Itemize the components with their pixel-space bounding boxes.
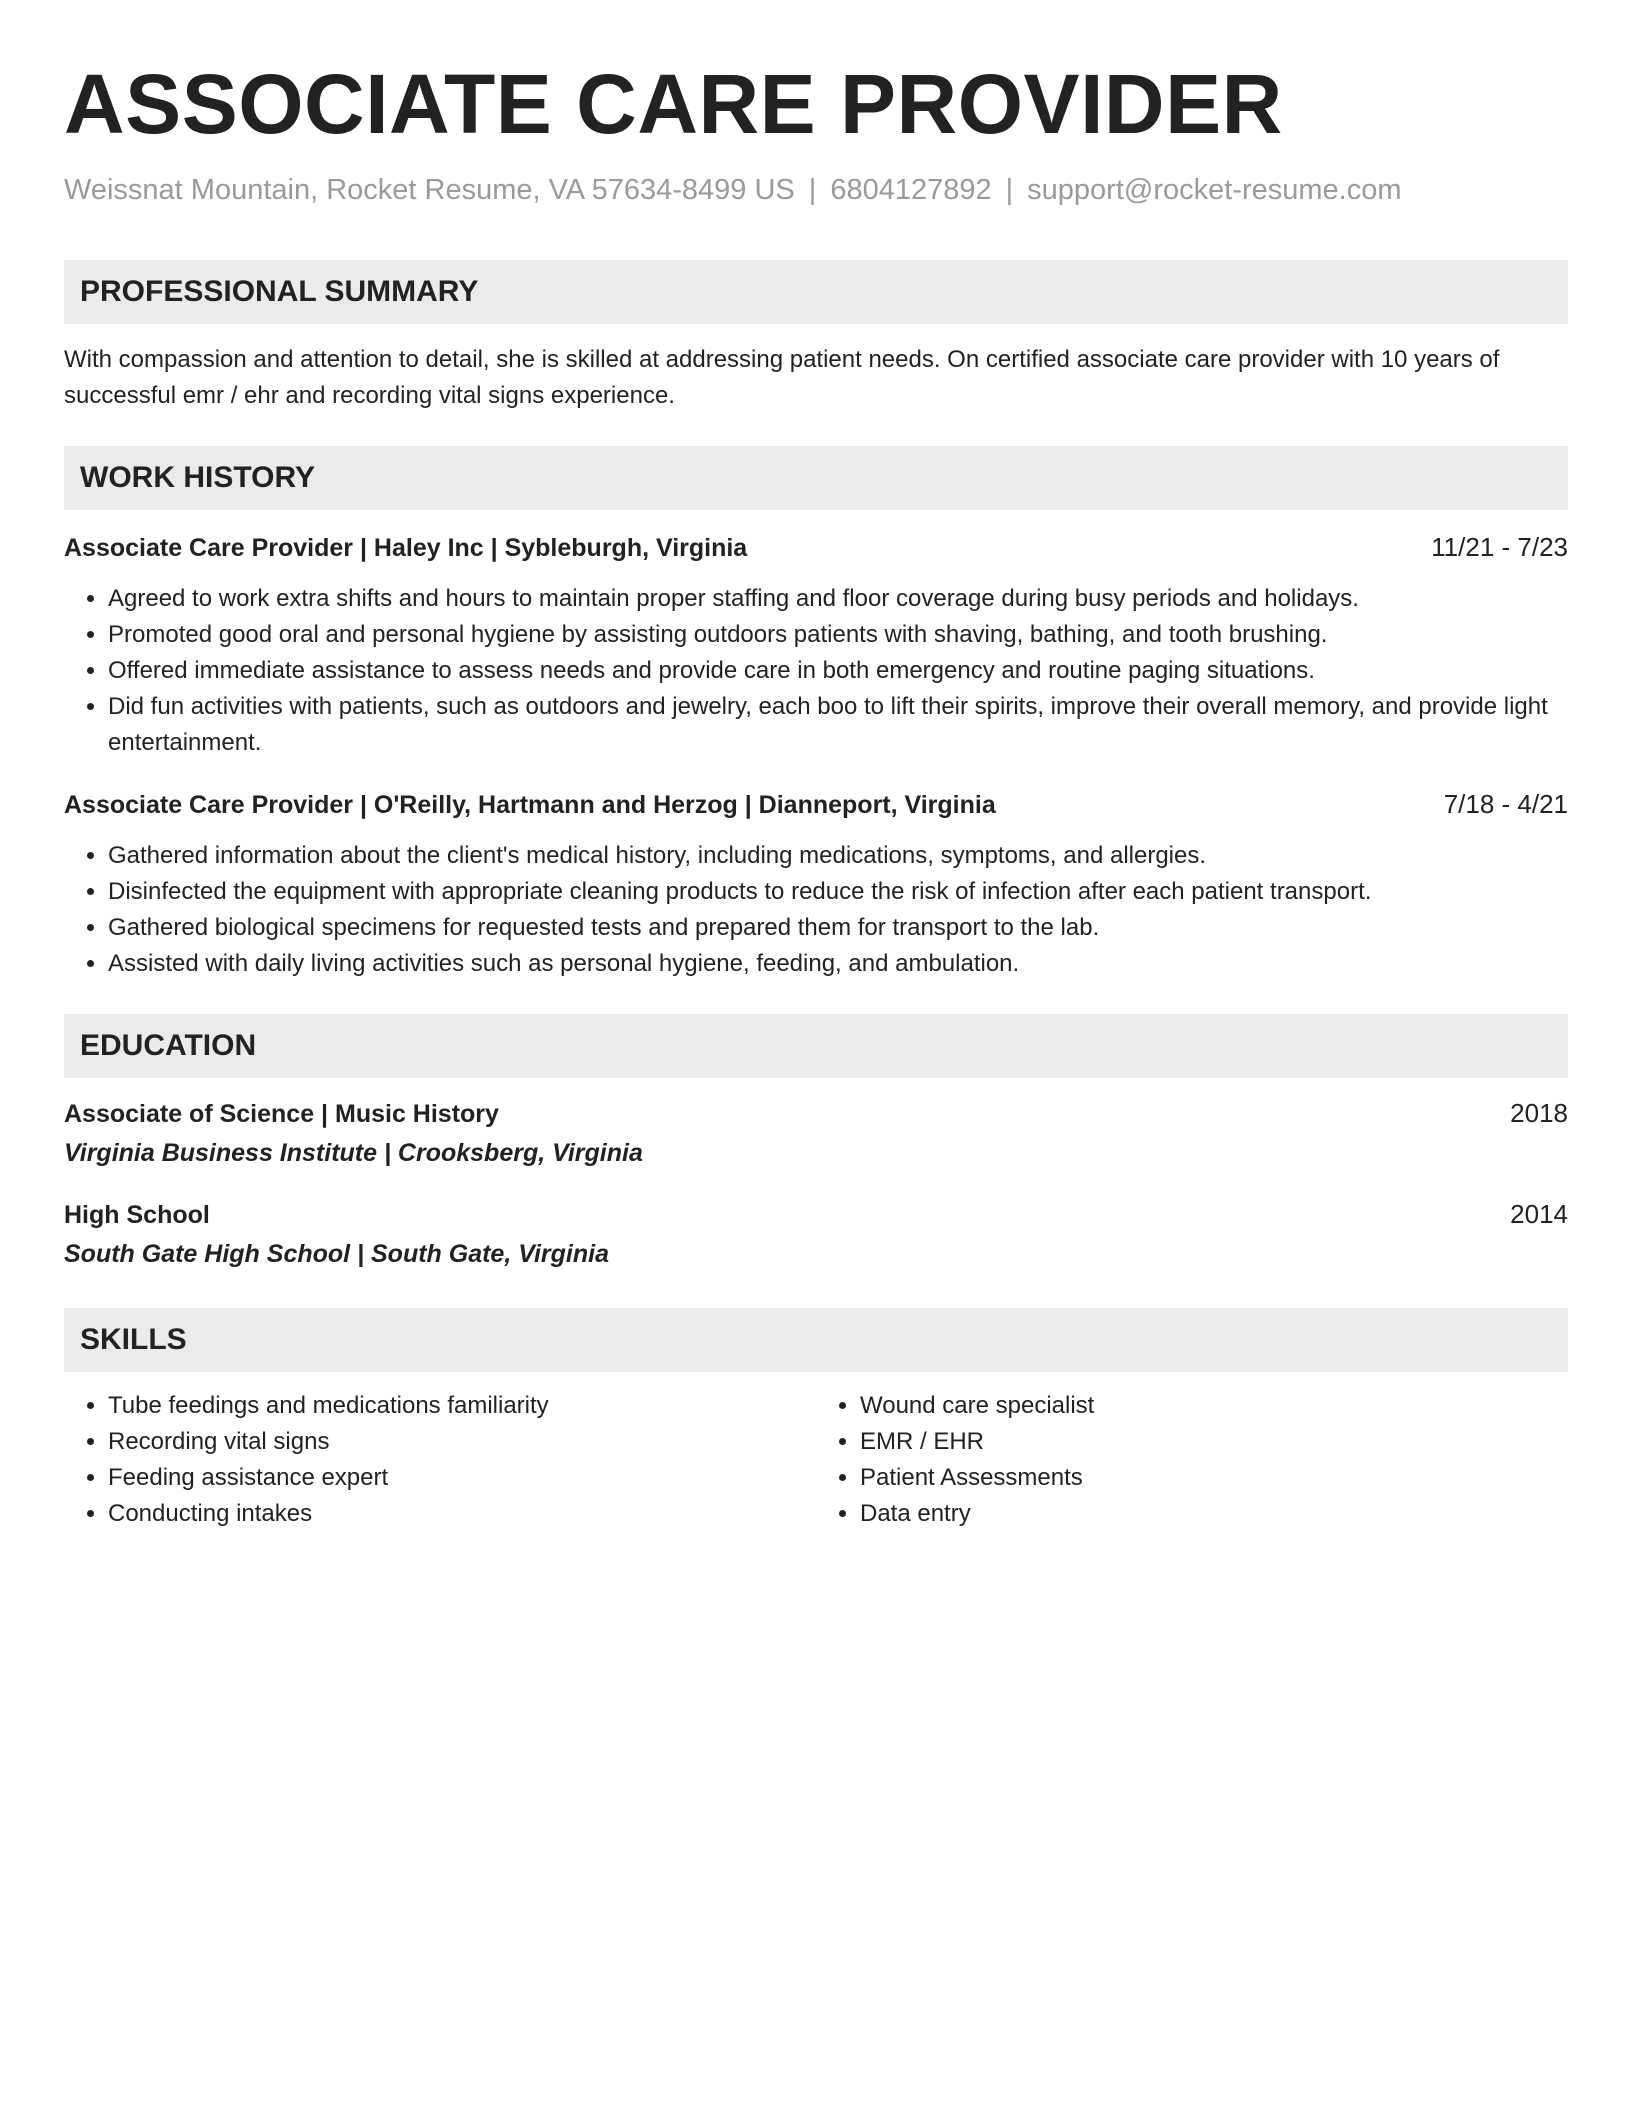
contact-address: Weissnat Mountain, Rocket Resume, VA 57634-8499 US [64, 174, 795, 206]
section-header-skills: SKILLS [64, 1308, 1568, 1372]
job-bullet: • Offered immediate assistance to assess needs and provide care in both emergency and routine paging situations. [108, 653, 1568, 689]
skill-item: • Data entry [860, 1496, 1568, 1532]
section-header-education: EDUCATION [64, 1014, 1568, 1078]
contact-email[interactable]: support@rocket-resume.com [1027, 174, 1402, 206]
job-bullet: • Disinfected the equipment with appropriate cleaning products to reduce the risk of infection after each patient transport. [108, 874, 1568, 910]
skill-item: • Wound care specialist [860, 1388, 1568, 1424]
skill-item: • Tube feedings and medications familiarity [108, 1388, 816, 1424]
skill-item: • Conducting intakes [108, 1496, 816, 1532]
education-entry [64, 1096, 1568, 1171]
education-header [64, 1197, 1568, 1232]
section-header-summary: PROFESSIONAL SUMMARY [64, 260, 1568, 324]
skills-column-right [816, 1388, 1568, 1532]
education-institution: Virginia Business Institute | Crooksberg, Virginia [64, 1139, 643, 1167]
skill-item: • EMR / EHR [860, 1424, 1568, 1460]
skill-item: • Patient Assessments [860, 1460, 1568, 1496]
education-institution: South Gate High School | South Gate, Virginia [64, 1240, 609, 1268]
skills-list [64, 1388, 1568, 1532]
job-bullet: • Did fun activities with patients, such as outdoors and jewelry, each boo to lift their spirits, improve their overall memory, and provide light entertainment. [108, 689, 1568, 761]
job-entry [64, 530, 1568, 761]
skills-column-left [64, 1388, 816, 1532]
education-header [64, 1096, 1568, 1131]
education-entry [64, 1197, 1568, 1272]
section-header-work-history: WORK HISTORY [64, 446, 1568, 510]
education-year: 2014 [1510, 1199, 1568, 1229]
education-degree: Associate of Science | Music History [64, 1100, 499, 1128]
contact-separator: | [1005, 174, 1014, 206]
job-title: Associate Care Provider | Haley Inc | Sybleburgh, Virginia [64, 534, 748, 562]
job-bullets [64, 581, 1568, 761]
candidate-name: ASSOCIATE CARE PROVIDER [64, 57, 1283, 151]
job-header [64, 530, 1568, 565]
education-year: 2018 [1510, 1098, 1568, 1128]
contact-line [64, 172, 1568, 208]
job-bullet: • Gathered information about the client's medical history, including medications, symptoms, and allergies. [108, 838, 1568, 874]
job-bullets [64, 838, 1568, 982]
education-degree: High School [64, 1201, 210, 1229]
skill-item: • Feeding assistance expert [108, 1460, 816, 1496]
job-bullet: • Promoted good oral and personal hygiene by assisting outdoors patients with shaving, bathing, and tooth brushing. [108, 617, 1568, 653]
contact-separator: | [808, 174, 817, 206]
job-entry [64, 787, 1568, 982]
skill-item: • Recording vital signs [108, 1424, 816, 1460]
job-title: Associate Care Provider | O'Reilly, Hartmann and Herzog | Dianneport, Virginia [64, 791, 996, 819]
job-dates: 11/21 - 7/23 [1431, 532, 1568, 562]
job-header [64, 787, 1568, 822]
job-dates: 7/18 - 4/21 [1443, 789, 1568, 819]
job-bullet: • Assisted with daily living activities such as personal hygiene, feeding, and ambulation. [108, 946, 1568, 982]
job-bullet: • Gathered biological specimens for requested tests and prepared them for transport to the lab. [108, 910, 1568, 946]
job-bullet: • Agreed to work extra shifts and hours to maintain proper staffing and floor coverage during busy periods and holidays. [108, 581, 1568, 617]
summary-text: With compassion and attention to detail, she is skilled at addressing patient needs. On certified associate care provider with 10 years of successful emr / ehr and recording vital signs experience. [64, 346, 1500, 409]
contact-phone: 6804127892 [830, 174, 992, 206]
